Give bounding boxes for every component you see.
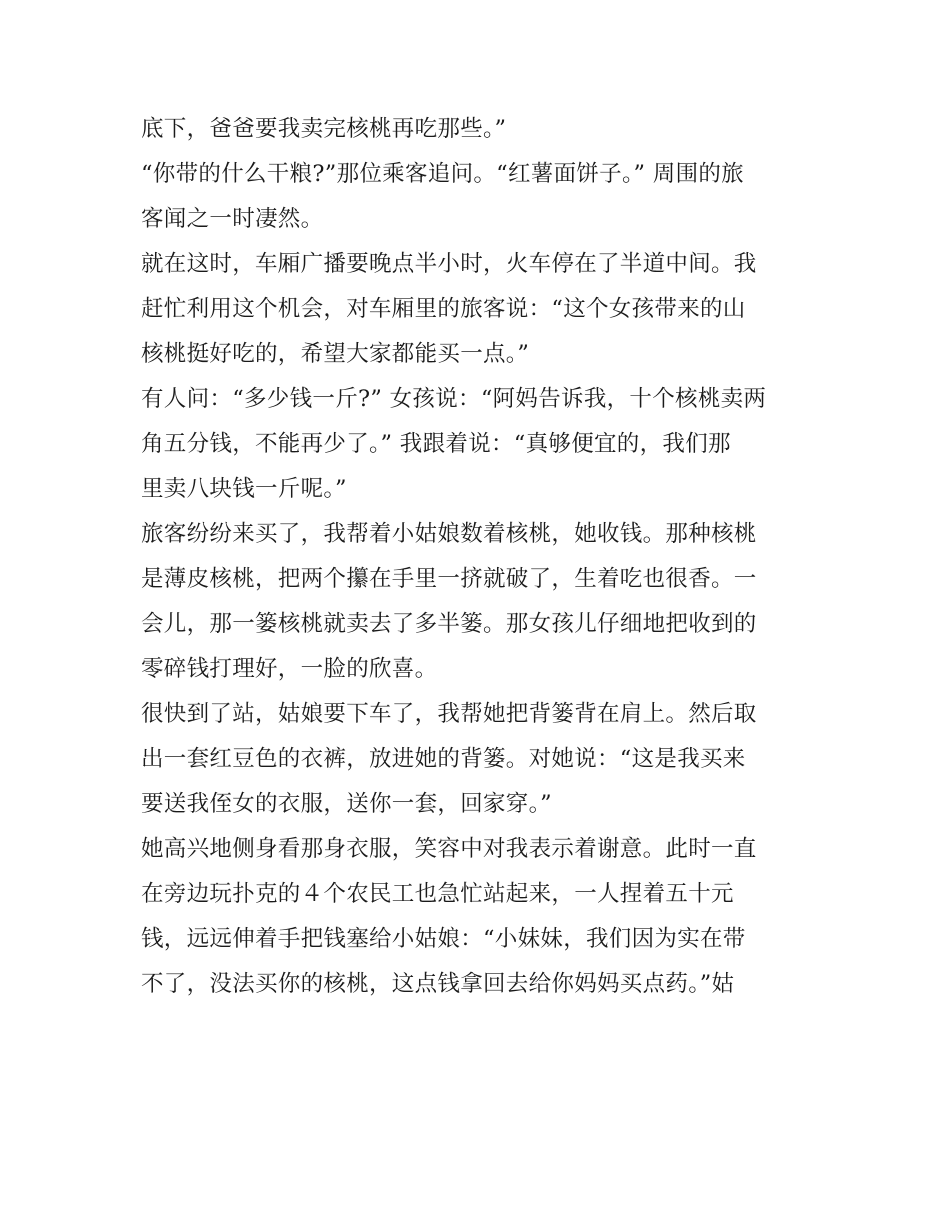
text-line: “你带的什么干粮?”那位乘客追问。“红薯面饼子。” 周围的旅 <box>141 161 744 187</box>
text-line: 客闻之一时凄然。 <box>141 206 324 232</box>
body-text <box>141 107 813 1007</box>
text-line: 出一套红豆色的衣裤，放进她的背篓。对她说：“这是我买来 <box>141 746 746 772</box>
text-line: 有人问：“多少钱一斤?” 女孩说：“阿妈告诉我，十个核桃卖两 <box>141 386 767 412</box>
text-line: 钱，远远伸着手把钱塞给小姑娘：“小妹妹，我们因为实在带 <box>141 926 746 952</box>
text-line: 底下，爸爸要我卖完核桃再吃那些。” <box>141 116 507 142</box>
text-line: 在旁边玩扑克的４个农民工也急忙站起来，一人捏着五十元 <box>141 881 734 907</box>
text-line: 是薄皮核桃，把两个攥在手里一挤就破了，生着吃也很香。一 <box>141 566 757 592</box>
text-line: 要送我侄女的衣服，送你一套，回家穿。” <box>141 791 552 817</box>
text-line: 零碎钱打理好，一脸的欣喜。 <box>141 656 438 682</box>
text-line: 会儿，那一篓核桃就卖去了多半篓。那女孩儿仔细地把收到的 <box>141 611 757 637</box>
text-line: 就在这时，车厢广播要晚点半小时，火车停在了半道中间。我 <box>141 251 757 277</box>
text-line: 里卖八块钱一斤呢。” <box>141 476 347 502</box>
text-line: 旅客纷纷来买了，我帮着小姑娘数着核桃，她收钱。那种核桃 <box>141 521 757 547</box>
text-line: 不了，没法买你的核桃，这点钱拿回去给你妈妈买点药。”姑 <box>141 971 735 997</box>
text-line: 赶忙利用这个机会，对车厢里的旅客说：“这个女孩带来的山 <box>141 296 746 322</box>
text-line: 角五分钱，不能再少了。” 我跟着说：“真够便宜的，我们那 <box>141 431 731 457</box>
text-line: 她高兴地侧身看那身衣服，笑容中对我表示着谢意。此时一直 <box>141 836 757 862</box>
text-line: 很快到了站，姑娘要下车了，我帮她把背篓背在肩上。然后取 <box>141 701 757 727</box>
text-line: 核桃挺好吃的，希望大家都能买一点。” <box>141 341 530 367</box>
